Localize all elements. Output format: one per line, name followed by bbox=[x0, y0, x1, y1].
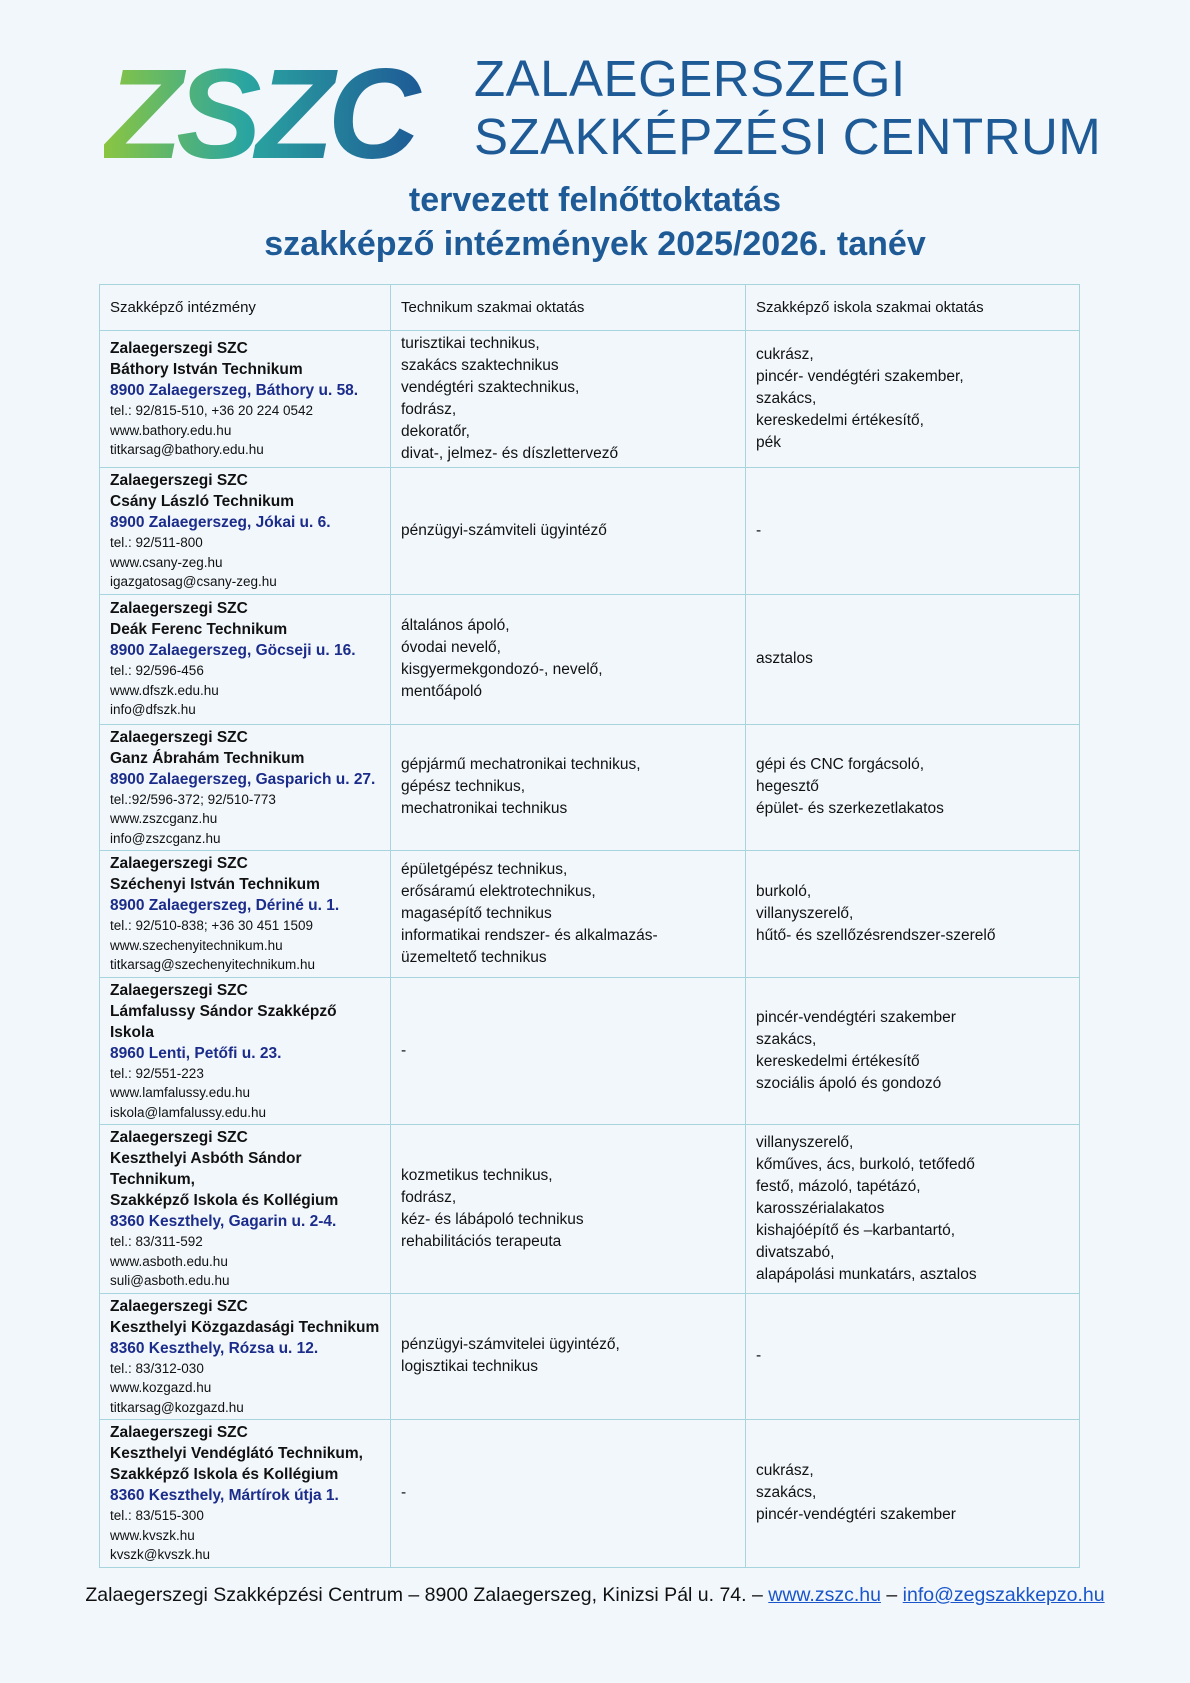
institution-name: Báthory István Technikum bbox=[110, 361, 303, 379]
institution-address: 8360 Keszthely, Gagarin u. 2-4. bbox=[110, 1213, 337, 1230]
list-item: rehabilitációs terapeuta bbox=[401, 1232, 562, 1250]
institution-network: Zalaegerszegi SZC bbox=[110, 1129, 248, 1146]
list-item: pincér-vendégtéri szakember bbox=[756, 1506, 956, 1524]
institution-cell bbox=[100, 1293, 391, 1420]
list-item: üzemeltető technikus bbox=[401, 948, 547, 966]
list-item: kéz- és lábápoló technikus bbox=[401, 1210, 584, 1228]
list-item: kozmetikus technikus, bbox=[401, 1166, 553, 1184]
list-item: épület- és szerkezetlakatos bbox=[756, 800, 944, 818]
institution-website: www.lamfalussy.edu.hu bbox=[110, 1085, 251, 1100]
institution-cell bbox=[100, 1125, 391, 1294]
technikum-cell bbox=[391, 468, 746, 595]
footer-separator: – bbox=[886, 1584, 898, 1606]
list-item: pincér-vendégtéri szakember bbox=[756, 1008, 956, 1026]
document-title bbox=[0, 178, 1190, 266]
institution-name: Lámfalussy Sándor Szakképző Iskola bbox=[110, 1002, 337, 1041]
org-name-line1: ZALAEGERSZEGI bbox=[474, 50, 906, 107]
list-item: - bbox=[756, 1347, 762, 1365]
list-item: általános ápoló, bbox=[401, 617, 510, 634]
list-item: gépész technikus, bbox=[401, 778, 526, 796]
list-item: alapápolási munkatárs, asztalos bbox=[756, 1265, 977, 1283]
list-item: festő, mázoló, tapétázó, bbox=[756, 1177, 921, 1195]
list-item: - bbox=[401, 1041, 407, 1059]
institution-name: Keszthelyi Asbóth Sándor bbox=[110, 1150, 302, 1167]
list-item: pénzügyi-számviteli ügyintéző bbox=[401, 521, 607, 539]
technikum-cell bbox=[391, 977, 746, 1125]
list-item: szakács, bbox=[756, 390, 817, 407]
institution-phone: tel.: 92/511-800 bbox=[110, 535, 203, 550]
list-item: magasépítő technikus bbox=[401, 904, 552, 922]
szakkepzo-cell bbox=[746, 331, 1080, 468]
szakkepzo-cell bbox=[746, 977, 1080, 1125]
header bbox=[104, 50, 1102, 170]
institution-email: igazgatosag@csany-zeg.hu bbox=[110, 574, 277, 589]
list-item: - bbox=[756, 521, 762, 539]
institution-network: Zalaegerszegi SZC bbox=[110, 728, 248, 746]
list-item: karosszérialakatos bbox=[756, 1199, 885, 1217]
list-item: gépjármű mechatronikai technikus, bbox=[401, 756, 641, 774]
table-row bbox=[100, 1420, 1080, 1568]
szakkepzo-cell bbox=[746, 851, 1080, 978]
szakkepzo-cell bbox=[746, 1293, 1080, 1420]
institution-network: Zalaegerszegi SZC bbox=[110, 472, 248, 489]
institution-email: info@dfszk.hu bbox=[110, 702, 196, 718]
institution-network: Zalaegerszegi SZC bbox=[110, 981, 248, 999]
table-row bbox=[100, 1293, 1080, 1420]
szakkepzo-cell bbox=[746, 1125, 1080, 1294]
institution-name: Deák Ferenc Technikum bbox=[110, 621, 288, 639]
institution-email: titkarsag@szechenyitechnikum.hu bbox=[110, 957, 316, 972]
list-item: pénzügyi-számvitelei ügyintéző, bbox=[401, 1336, 620, 1354]
technikum-cell bbox=[391, 1420, 746, 1568]
list-item: cukrász, bbox=[756, 1462, 814, 1480]
list-item: szakács szaktechnikus bbox=[401, 357, 559, 374]
technikum-cell bbox=[391, 331, 746, 468]
header-technikum: Technikum szakmai oktatás bbox=[391, 285, 746, 331]
list-item: kisgyermekgondozó-, nevelő, bbox=[401, 661, 603, 678]
list-item: divat-, jelmez- és díszlettervező bbox=[401, 445, 619, 462]
list-item: - bbox=[401, 1484, 407, 1502]
institution-email: info@zszcganz.hu bbox=[110, 830, 221, 846]
technikum-cell bbox=[391, 724, 746, 851]
list-item: szakács, bbox=[756, 1484, 817, 1502]
list-item: gépi és CNC forgácsoló, bbox=[756, 756, 924, 774]
institution-address: 8360 Keszthely, Mártírok útja 1. bbox=[110, 1487, 339, 1504]
institution-name: Szakképző Iskola és Kollégium bbox=[110, 1192, 339, 1209]
institution-email: suli@asboth.edu.hu bbox=[110, 1273, 230, 1288]
institution-phone: tel.: 83/515-300 bbox=[110, 1508, 204, 1523]
institution-website: www.zszcganz.hu bbox=[110, 811, 218, 826]
list-item: divatszabó, bbox=[756, 1243, 835, 1261]
institution-address: 8960 Lenti, Petőfi u. 23. bbox=[110, 1044, 282, 1062]
technikum-cell bbox=[391, 594, 746, 724]
institution-network: Zalaegerszegi SZC bbox=[110, 1297, 248, 1315]
institution-address: 8900 Zalaegerszeg, Báthory u. 58. bbox=[110, 382, 359, 400]
institution-address: 8900 Zalaegerszeg, Gasparich u. 27. bbox=[110, 770, 376, 788]
list-item: szociális ápoló és gondozó bbox=[756, 1074, 942, 1092]
table-row bbox=[100, 724, 1080, 851]
institution-website: www.bathory.edu.hu bbox=[110, 422, 232, 438]
institution-address: 8900 Zalaegerszeg, Dériné u. 1. bbox=[110, 897, 340, 914]
institution-phone: tel.: 92/815-510, +36 20 224 0542 bbox=[110, 403, 314, 419]
table-row bbox=[100, 977, 1080, 1125]
institution-website: www.szechenyitechnikum.hu bbox=[110, 937, 283, 953]
institution-cell bbox=[100, 1420, 391, 1568]
footer-web-link[interactable]: www.zszc.hu bbox=[768, 1584, 881, 1606]
institution-email: titkarsag@bathory.edu.hu bbox=[110, 442, 264, 458]
logo-text: ZSZC bbox=[104, 50, 415, 170]
institution-name: Ganz Ábrahám Technikum bbox=[110, 749, 305, 767]
list-item: épületgépész technikus, bbox=[401, 860, 568, 878]
institution-name: Keszthelyi Vendéglátó Technikum, bbox=[110, 1445, 363, 1462]
footer-email-link[interactable]: info@zegszakkepzo.hu bbox=[902, 1584, 1105, 1606]
list-item: szakács, bbox=[756, 1030, 817, 1048]
list-item: pincér- vendégtéri szakember, bbox=[756, 368, 964, 385]
footer-text: Zalaegerszegi Szakképzési Centrum – 8900 Zalaegerszeg, Kinizsi Pál u. 74. – bbox=[85, 1584, 763, 1606]
list-item: mentőápoló bbox=[401, 683, 483, 700]
header-szakkepzo: Szakképző iskola szakmai oktatás bbox=[746, 285, 1080, 331]
footer bbox=[0, 1584, 1190, 1607]
institution-cell bbox=[100, 851, 391, 978]
institution-network: Zalaegerszegi SZC bbox=[110, 855, 248, 872]
header-institution: Szakképző intézmény bbox=[100, 285, 391, 331]
institution-phone: tel.: 83/311-592 bbox=[110, 1234, 203, 1249]
institution-website: www.dfszk.edu.hu bbox=[110, 682, 219, 698]
org-name bbox=[474, 50, 1101, 166]
list-item: óvodai nevelő, bbox=[401, 639, 501, 656]
institution-phone: tel.: 83/312-030 bbox=[110, 1360, 204, 1376]
technikum-cell bbox=[391, 851, 746, 978]
title-line1: tervezett felnőttoktatás bbox=[408, 181, 782, 219]
list-item: mechatronikai technikus bbox=[401, 800, 568, 818]
institution-name: Keszthelyi Közgazdasági Technikum bbox=[110, 1318, 380, 1336]
institution-phone: tel.: 92/510-838; +36 30 451 1509 bbox=[110, 918, 314, 933]
institution-cell bbox=[100, 724, 391, 851]
szakkepzo-cell bbox=[746, 468, 1080, 595]
list-item: logisztikai technikus bbox=[401, 1358, 538, 1376]
list-item: hűtő- és szellőzésrendszer-szerelő bbox=[756, 926, 996, 944]
table-header-row bbox=[100, 285, 1080, 331]
szakkepzo-cell bbox=[746, 594, 1080, 724]
zszc-logo bbox=[104, 50, 444, 170]
list-item: cukrász, bbox=[756, 346, 814, 363]
institution-address: 8900 Zalaegerszeg, Göcseji u. 16. bbox=[110, 642, 356, 660]
technikum-cell bbox=[391, 1293, 746, 1420]
institution-address: 8900 Zalaegerszeg, Jókai u. 6. bbox=[110, 514, 331, 531]
list-item: fodrász, bbox=[401, 1188, 457, 1206]
list-item: pék bbox=[756, 434, 781, 451]
institution-address: 8360 Keszthely, Rózsa u. 12. bbox=[110, 1339, 319, 1357]
list-item: kőműves, ács, burkoló, tetőfedő bbox=[756, 1155, 975, 1173]
list-item: villanyszerelő, bbox=[756, 1133, 854, 1151]
institution-cell bbox=[100, 468, 391, 595]
table-row bbox=[100, 594, 1080, 724]
institution-email: iskola@lamfalussy.edu.hu bbox=[110, 1104, 267, 1120]
technikum-cell bbox=[391, 1125, 746, 1294]
list-item: kereskedelmi értékesítő bbox=[756, 1052, 920, 1070]
list-item: vendégtéri szaktechnikus, bbox=[401, 379, 580, 396]
table-row bbox=[100, 851, 1080, 978]
szakkepzo-cell bbox=[746, 724, 1080, 851]
szakkepzo-cell bbox=[746, 1420, 1080, 1568]
institution-website: www.kozgazd.hu bbox=[110, 1380, 212, 1395]
institution-website: www.csany-zeg.hu bbox=[110, 554, 223, 570]
list-item: villanyszerelő, bbox=[756, 904, 854, 922]
list-item: kereskedelmi értékesítő, bbox=[756, 412, 924, 429]
institution-email: titkarsag@kozgazd.hu bbox=[110, 1399, 244, 1415]
institution-website: www.kvszk.hu bbox=[110, 1527, 195, 1543]
institution-name: Csány László Technikum bbox=[110, 493, 295, 510]
institution-phone: tel.: 92/596-456 bbox=[110, 663, 204, 679]
table-row bbox=[100, 331, 1080, 468]
org-name-line2: SZAKKÉPZÉSI CENTRUM bbox=[474, 108, 1102, 165]
list-item: kishajóépítő és –karbantartó, bbox=[756, 1221, 956, 1239]
institution-cell bbox=[100, 977, 391, 1125]
institution-email: kvszk@kvszk.hu bbox=[110, 1547, 210, 1562]
institution-name: Technikum, bbox=[110, 1171, 195, 1188]
list-item: erősáramú elektrotechnikus, bbox=[401, 882, 596, 900]
list-item: informatikai rendszer- és alkalmazás- bbox=[401, 926, 658, 944]
institution-network: Zalaegerszegi SZC bbox=[110, 1424, 248, 1441]
institution-name: Széchenyi István Technikum bbox=[110, 876, 320, 893]
table-row bbox=[100, 1125, 1080, 1294]
institution-cell bbox=[100, 594, 391, 724]
institution-network: Zalaegerszegi SZC bbox=[110, 340, 248, 358]
institution-name: Szakképző Iskola és Kollégium bbox=[110, 1466, 339, 1483]
table-row bbox=[100, 468, 1080, 595]
list-item: asztalos bbox=[756, 650, 813, 667]
list-item: hegesztő bbox=[756, 778, 819, 796]
institution-cell bbox=[100, 331, 391, 468]
list-item: fodrász, bbox=[401, 401, 457, 418]
institution-network: Zalaegerszegi SZC bbox=[110, 600, 248, 618]
title-line2: szakképző intézmények 2025/2026. tanév bbox=[264, 225, 926, 263]
list-item: turisztikai technikus, bbox=[401, 335, 540, 352]
institution-phone: tel.: 92/551-223 bbox=[110, 1065, 204, 1081]
institutions-table bbox=[99, 284, 1080, 1568]
list-item: burkoló, bbox=[756, 882, 812, 900]
list-item: dekoratőr, bbox=[401, 423, 470, 440]
institution-phone: tel.:92/596-372; 92/510-773 bbox=[110, 791, 276, 807]
institution-website: www.asboth.edu.hu bbox=[110, 1253, 228, 1269]
